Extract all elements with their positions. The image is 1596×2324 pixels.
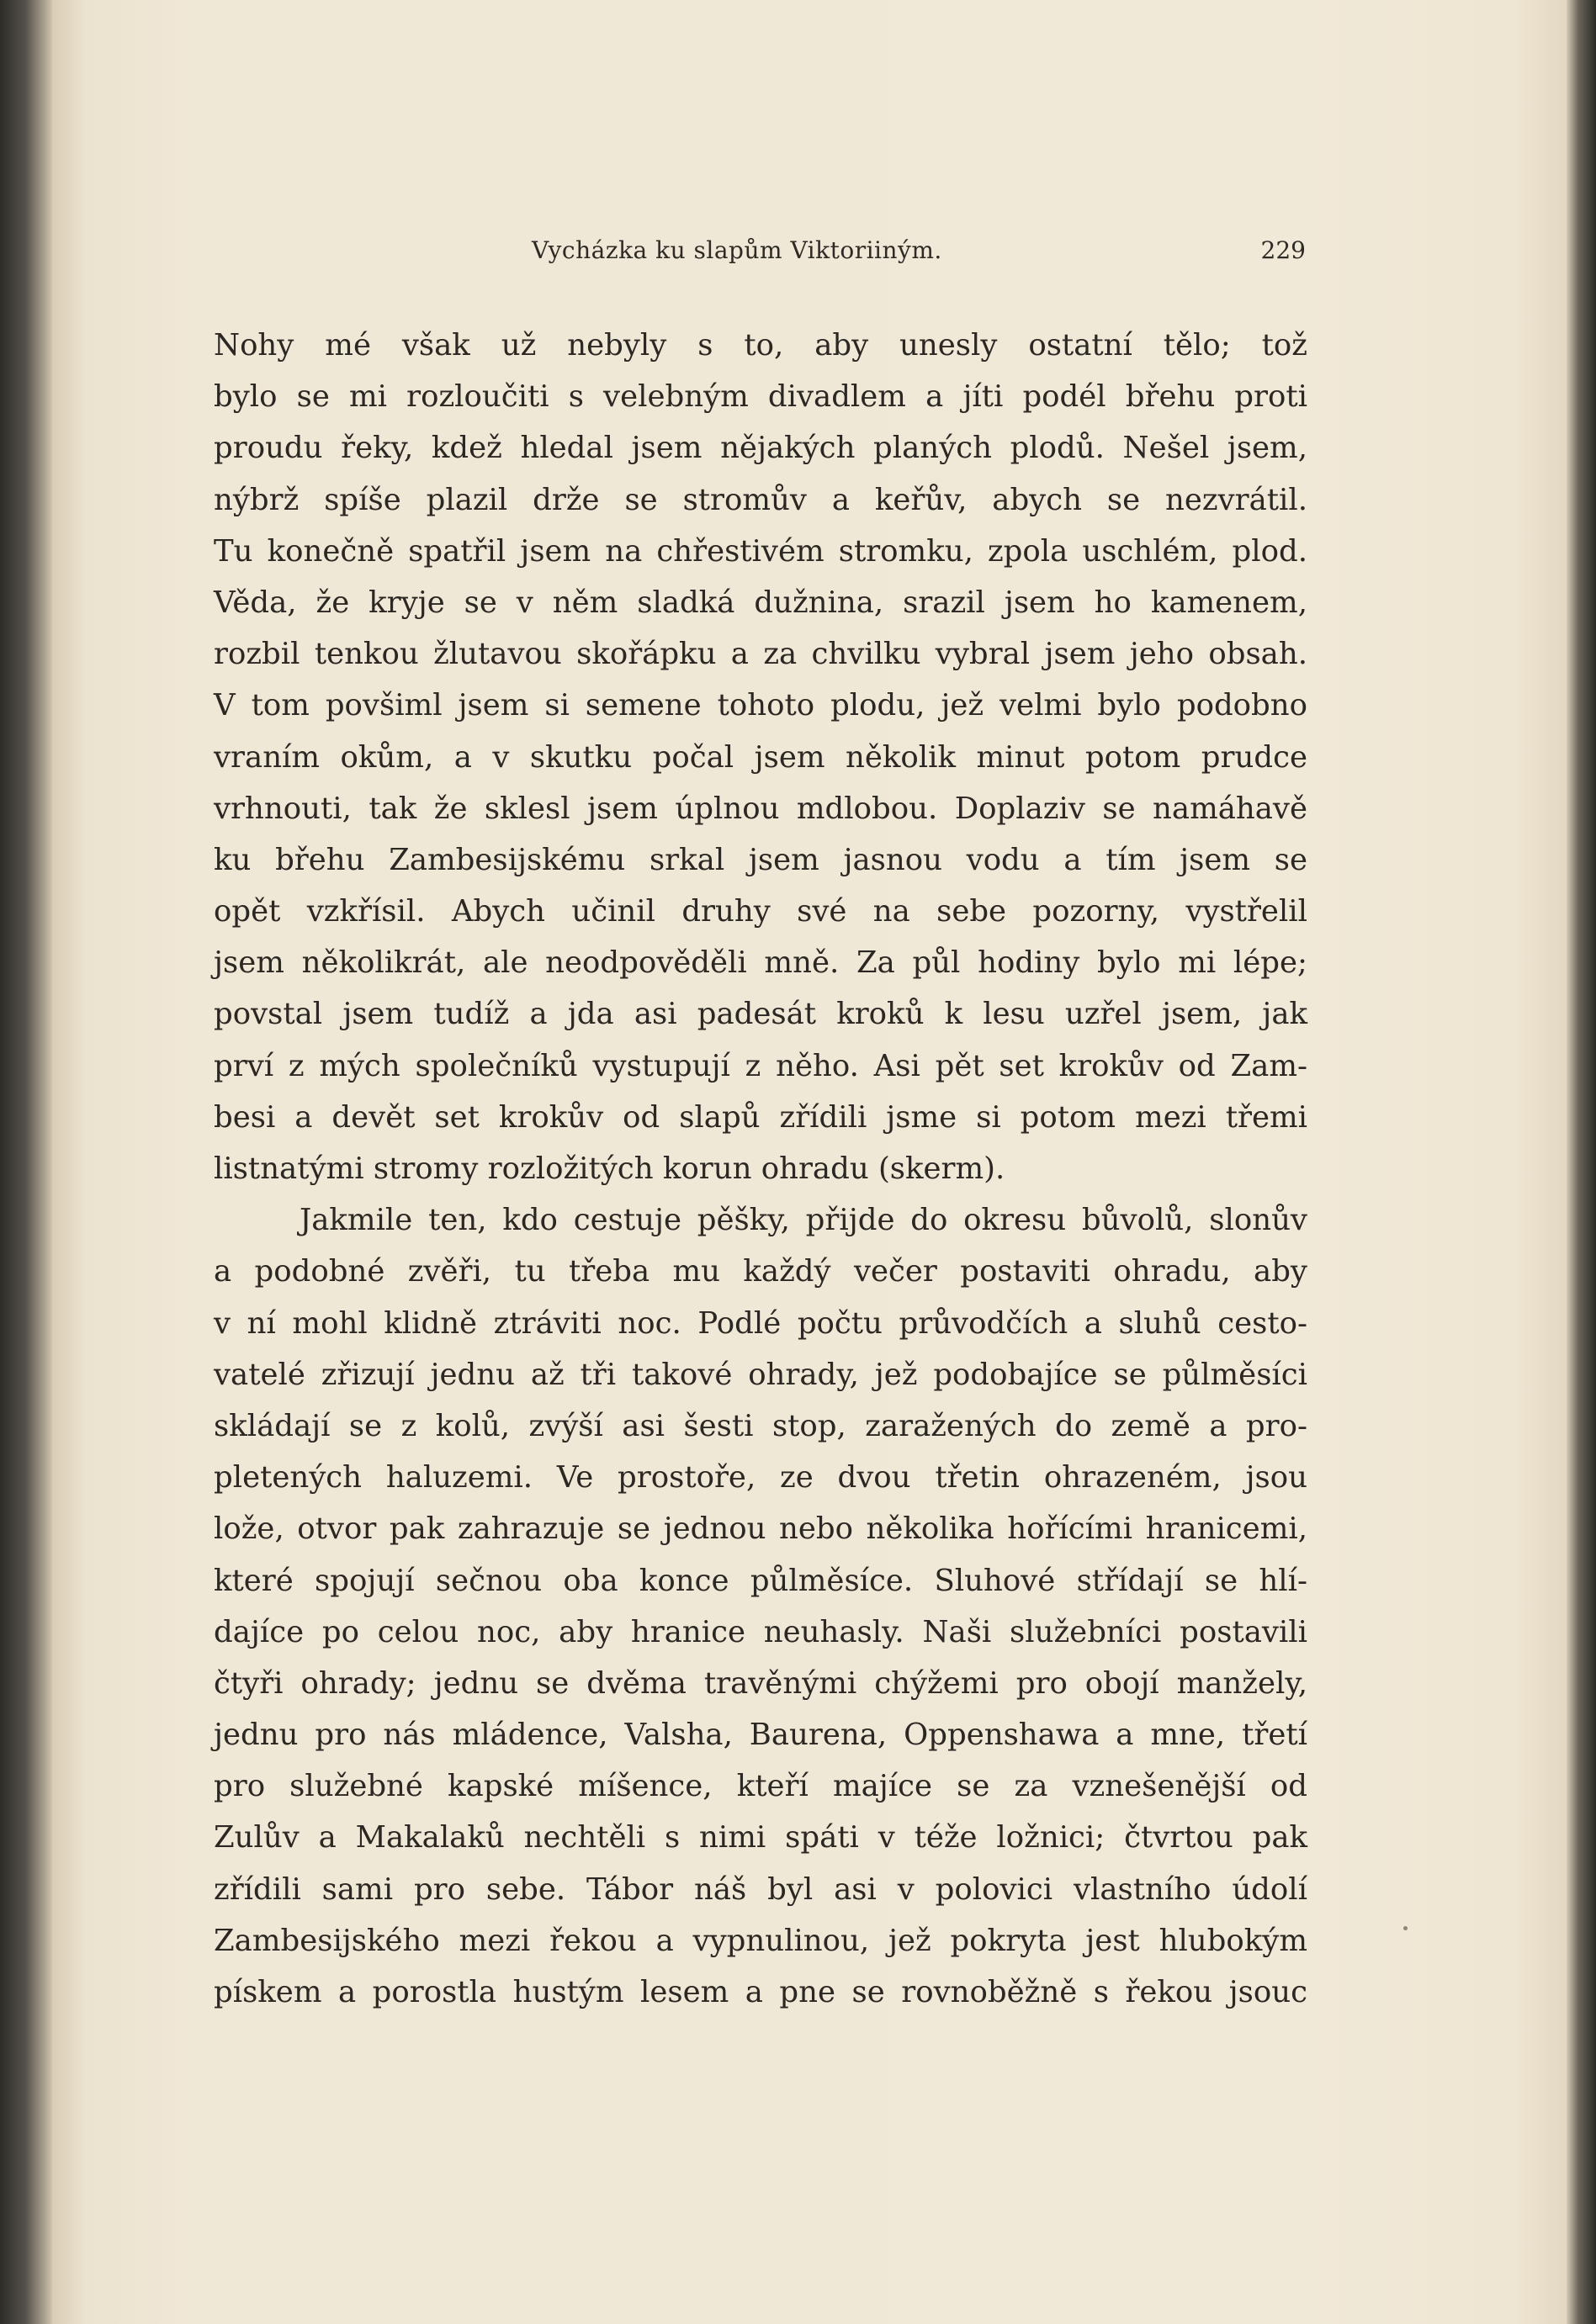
text-line: dajíce po celou noc, aby hranice neuhasly. Naši služebníci postavili	[214, 1614, 1307, 1649]
text-line: vraním okům, a v skutku počal jsem několik minut potom prudce	[214, 739, 1307, 775]
text-line: pískem a porostla hustým lesem a pne se rovnoběžně s řekou jsouc	[214, 1975, 1307, 2009]
text-line: pro služebné kapské míšence, kteří majíce se za vznešenější od	[214, 1769, 1307, 1804]
body-text	[214, 320, 1307, 2018]
page-edge-shadow	[1567, 0, 1596, 2324]
text-line: čtyři ohrady; jednu se dvěma travěnými chýžemi pro obojí manžely,	[214, 1665, 1307, 1701]
text-line: jednu pro nás mládence, Valsha, Baurena, Oppenshawa a mne, třetí	[214, 1718, 1307, 1753]
text-line: vatelé zřizují jednu až tři takové ohrady, jež podobajíce se půlměsíci	[214, 1357, 1307, 1392]
text-line: ku břehu Zambesijskému srkal jsem jasnou vodu a tím jsem se	[214, 842, 1307, 877]
text-line: nýbrž spíše plazil drže se stromův a keřův, abych se nezvrátil.	[214, 482, 1307, 517]
text-line: rozbil tenkou žlutavou skořápku a za chvilku vybral jsem jeho obsah.	[214, 637, 1307, 672]
text-line: lože, otvor pak zahrazuje se jednou nebo několika hořícími hranicemi,	[214, 1511, 1307, 1547]
text-line: Zambesijského mezi řekou a vypnulinou, jež pokryta jest hlubokým	[214, 1923, 1307, 1958]
text-line: Věda, že kryje se v něm sladká dužnina, srazil jsem ho kamenem,	[214, 585, 1307, 620]
text-line: Tu konečně spatřil jsem na chřestivém stromku, zpola uschlém, plod.	[214, 533, 1307, 569]
text-line: besi a devět set krokův od slapů zřídili jsme si potom mezi třemi	[214, 1099, 1307, 1135]
text-line: skládají se z kolů, zvýší asi šesti stop, zaražených do země a pro-	[214, 1408, 1307, 1443]
text-line: listnatými stromy rozložitých korun ohradu (skerm).	[214, 1151, 1005, 1186]
text-line: které spojují sečnou oba konce půlměsíce. Sluhové střídají se hlí-	[214, 1563, 1307, 1598]
running-header	[473, 231, 1306, 270]
text-line: Nohy mé však už nebyly s to, aby unesly ostatní tělo; tož	[214, 328, 1307, 363]
text-line: a podobné zvěři, tu třeba mu každý večer postaviti ohradu, aby	[214, 1254, 1307, 1289]
paragraph-1	[214, 320, 1307, 1194]
text-line: jsem několikrát, ale neodpověděli mně. Za půl hodiny bylo mi lépe;	[214, 945, 1307, 981]
book-spine-shadow	[0, 0, 52, 2324]
running-title: Vycházka ku slapům Viktoriiným.	[532, 236, 942, 264]
text-line: zřídili sami pro sebe. Tábor náš byl asi v polovici vlastního údolí	[214, 1871, 1307, 1907]
paper-speck	[1403, 1926, 1408, 1930]
text-line: proudu řeky, kdež hledal jsem nějakých planých plodů. Nešel jsem,	[214, 431, 1307, 466]
text-line: vrhnouti, tak že sklesl jsem úplnou mdlobou. Doplaziv se namáhavě	[214, 791, 1307, 826]
page-number: 229	[1260, 236, 1306, 264]
text-line: Jakmile ten, kdo cestuje pěšky, přijde do okresu bůvolů, slonův	[300, 1203, 1307, 1238]
text-line: povstal jsem tudíž a jda asi padesát kroků k lesu uzřel jsem, jak	[214, 997, 1307, 1032]
text-line: prví z mých společníků vystupují z něho. Asi pět set krokův od Zam-	[214, 1048, 1307, 1083]
text-line: pletených haluzemi. Ve prostoře, ze dvou třetin ohrazeném, jsou	[214, 1460, 1307, 1496]
text-line: bylo se mi rozloučiti s velebným divadlem a jíti podél břehu proti	[214, 379, 1307, 415]
text-line: Zulův a Makalaků nechtěli s nimi spáti v téže ložnici; čtvrtou pak	[214, 1820, 1307, 1855]
text-line: v ní mohl klidně ztráviti noc. Podlé počtu průvodčích a sluhů cesto-	[214, 1305, 1307, 1341]
text-line: opět vzkřísil. Abych učinil druhy své na sebe pozorny, vystřelil	[214, 894, 1307, 929]
text-line: V tom povšiml jsem si semene tohoto plodu, jež velmi bylo podobno	[214, 688, 1307, 723]
paragraph-2	[214, 1194, 1307, 2018]
